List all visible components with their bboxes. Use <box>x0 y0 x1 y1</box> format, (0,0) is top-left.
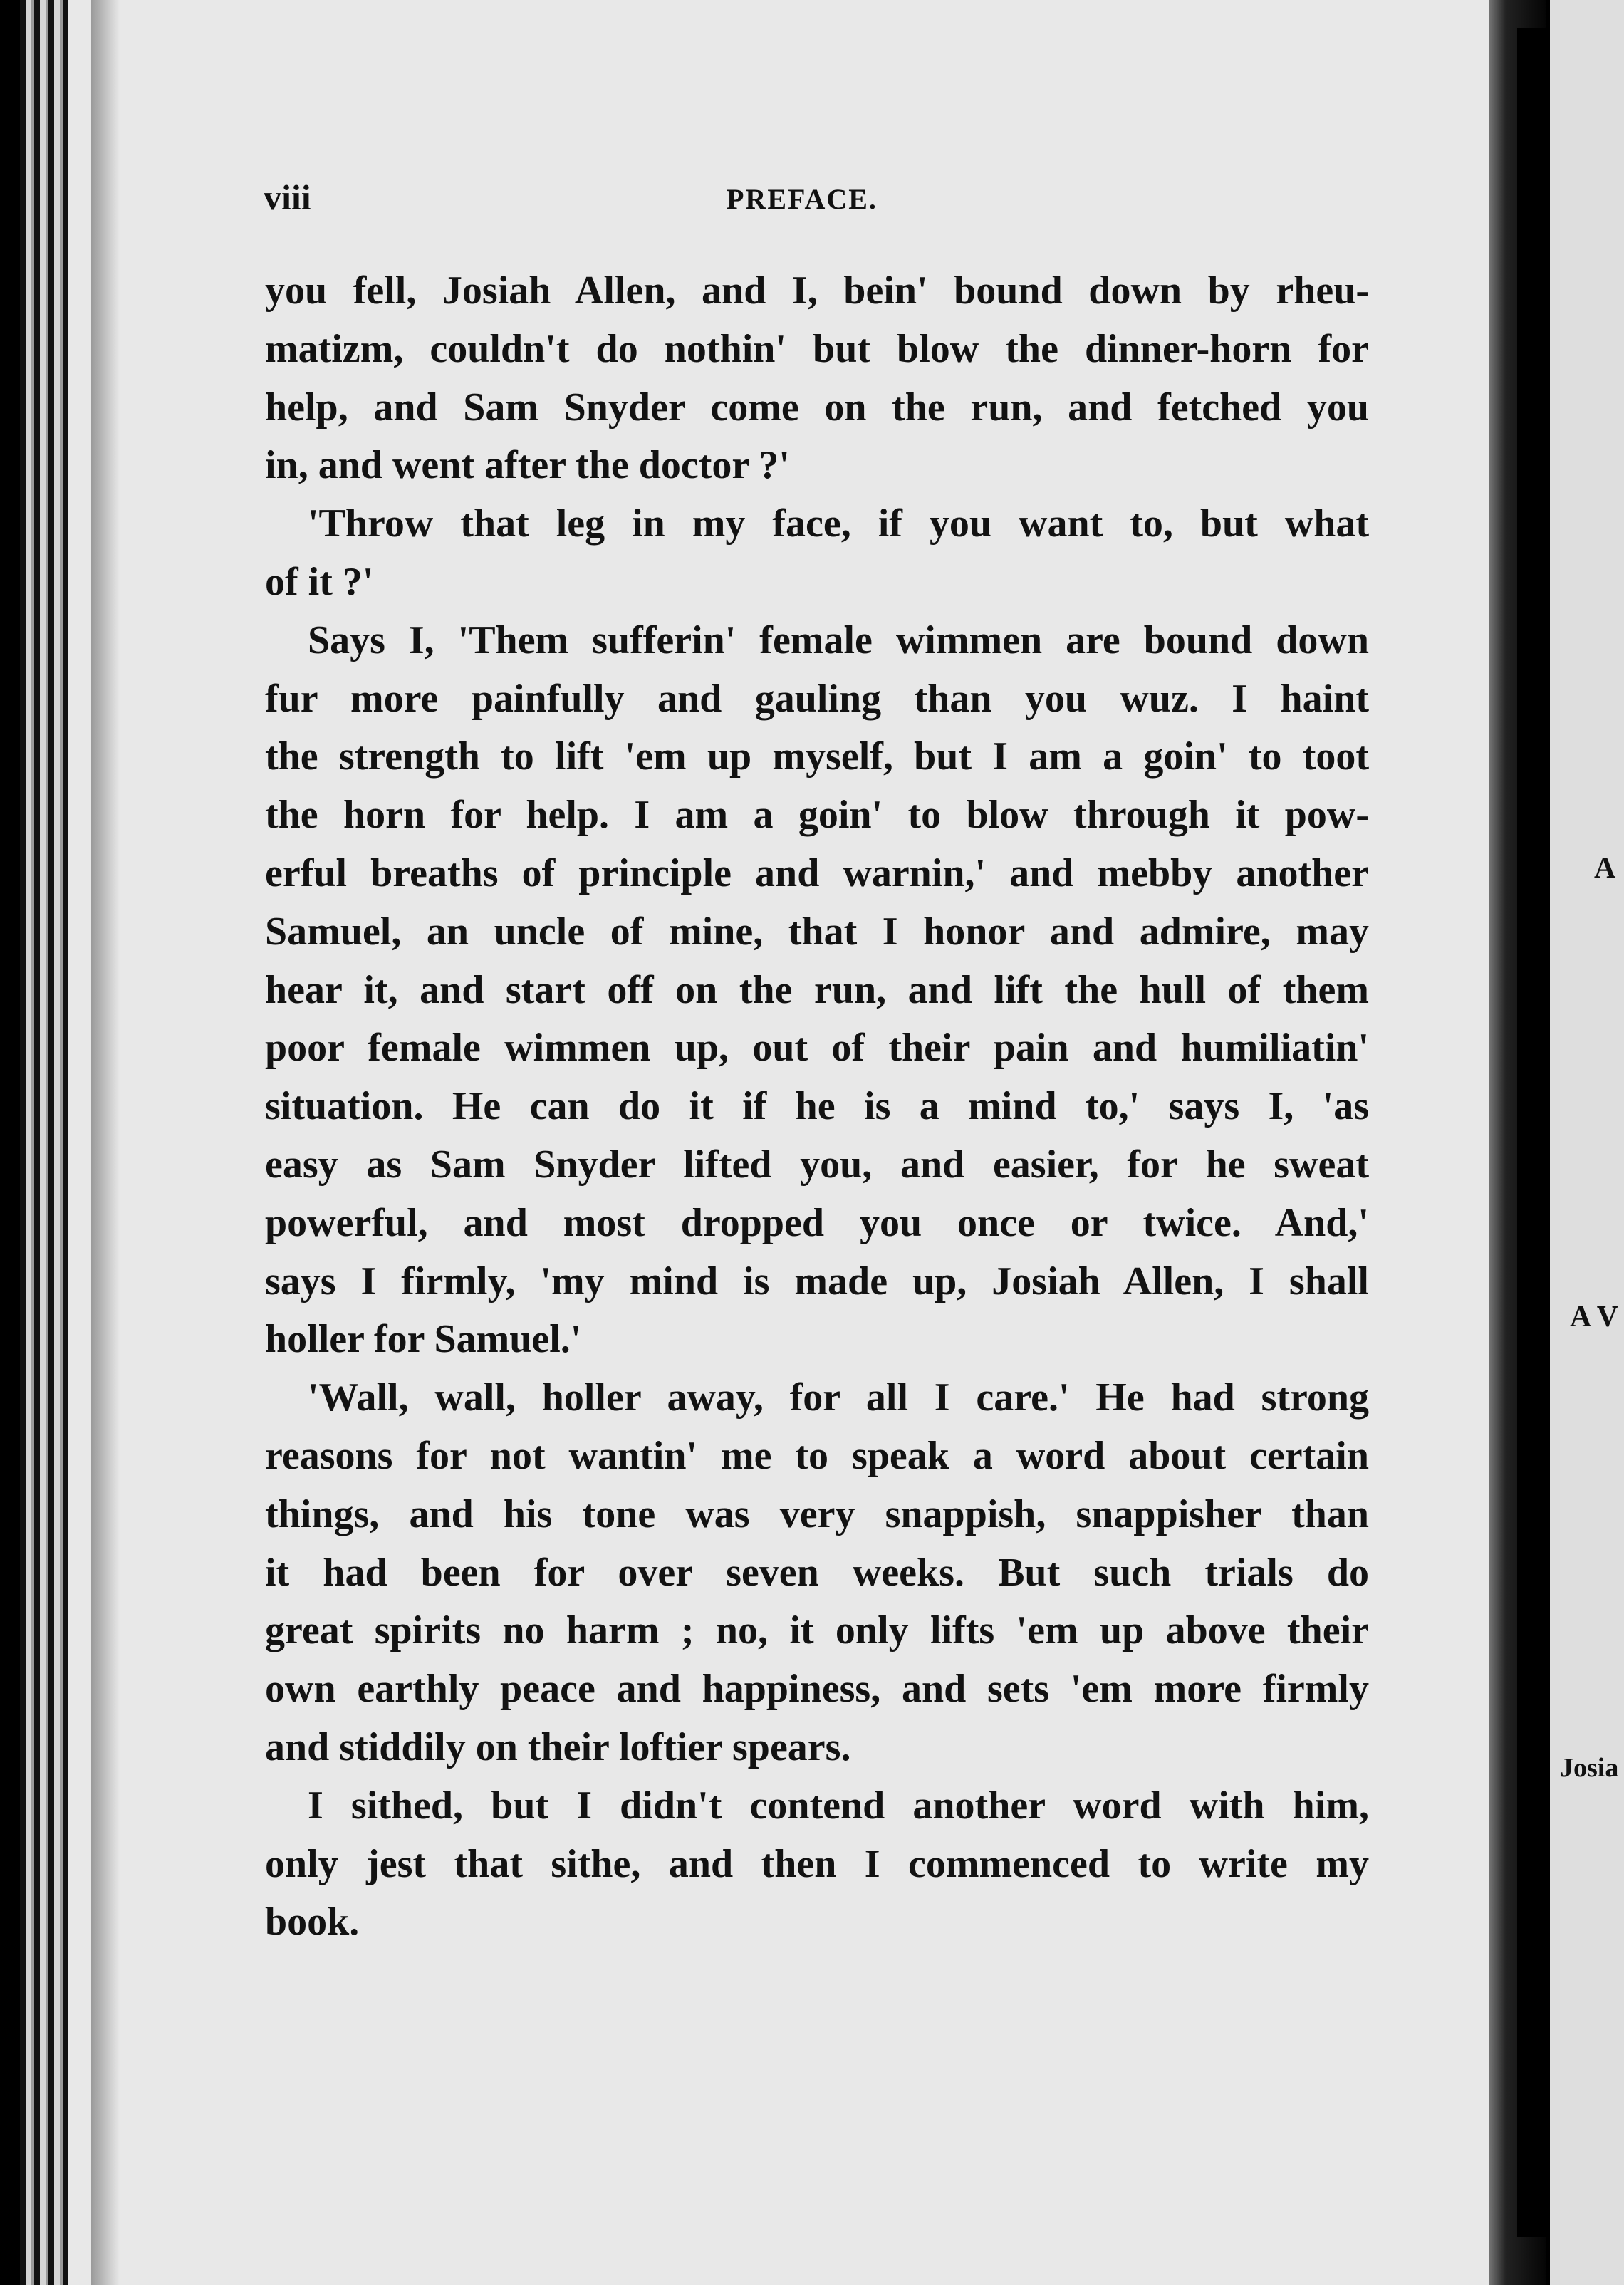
text-line: holler for Samuel.' <box>265 1317 582 1362</box>
text-line: book. <box>265 1900 360 1945</box>
text-line: help, and Sam Snyder come on the run, and fetched you <box>265 385 1369 430</box>
text-line: reasons for not wantin' me to speak a word about certain <box>265 1433 1369 1478</box>
facing-fragment-3: Josia <box>1560 1753 1619 1783</box>
page-edge-shadow <box>91 0 120 2285</box>
facing-fragment-1: A <box>1594 852 1616 885</box>
text-line: matizm, couldn't do nothin' but blow the dinner-horn for <box>265 326 1369 371</box>
text-line: in, and went after the doctor ?' <box>265 443 790 488</box>
text-line: the horn for help. I am a goin' to blow through it pow- <box>265 793 1369 838</box>
text-line: situation. He can do it if he is a mind to,' says I, 'as <box>265 1084 1369 1129</box>
text-line: you fell, Josiah Allen, and I, bein' bound down by rheu- <box>265 269 1369 313</box>
text-line: fur more painfully and gauling than you wuz. I haint <box>265 676 1369 721</box>
text-line: things, and his tone was very snappish, snappisher than <box>265 1492 1369 1536</box>
text-line: poor female wimmen up, out of their pain and humiliatin' <box>265 1026 1369 1071</box>
running-head <box>264 177 1368 219</box>
text-line: own earthly peace and happiness, and sets 'em more firmly <box>265 1667 1369 1712</box>
text-line: powerful, and most dropped you once or twice. And,' <box>265 1200 1369 1245</box>
page-number: viii <box>264 177 311 217</box>
text-line: 'Wall, wall, holler away, for all I care.' He had strong <box>308 1375 1369 1420</box>
text-line: only jest that sithe, and then I commenced to write my <box>265 1841 1369 1886</box>
text-line: great spirits no harm ; no, it only lifts 'em up above their <box>265 1608 1369 1653</box>
text-line: and stiddily on their loftier spears. <box>265 1724 851 1769</box>
text-line: erful breaths of principle and warnin,' and mebby another <box>265 850 1369 895</box>
facing-page <box>1546 0 1624 2285</box>
text-line: says I firmly, 'my mind is made up, Josiah Allen, I shall <box>265 1259 1369 1303</box>
text-line: hear it, and start off on the run, and lift the hull of them <box>265 967 1369 1012</box>
text-line: it had been for over seven weeks. But such trials do <box>265 1550 1369 1595</box>
text-line: the strength to lift 'em up myself, but I am a goin' to toot <box>265 734 1369 779</box>
text-line: of it ?' <box>265 559 374 604</box>
body-text <box>265 262 1369 1952</box>
text-line: Samuel, an uncle of mine, that I honor and admire, may <box>265 909 1369 954</box>
text-line: 'Throw that leg in my face, if you want to, but what <box>308 501 1369 546</box>
text-line: I sithed, but I didn't contend another word with him, <box>308 1783 1369 1828</box>
text-line: easy as Sam Snyder lifted you, and easier, for he sweat <box>265 1142 1369 1187</box>
facing-fragment-2: A V <box>1570 1301 1619 1333</box>
text-line: Says I, 'Them sufferin' female wimmen are bound down <box>308 618 1369 662</box>
running-title: PREFACE. <box>727 183 878 215</box>
